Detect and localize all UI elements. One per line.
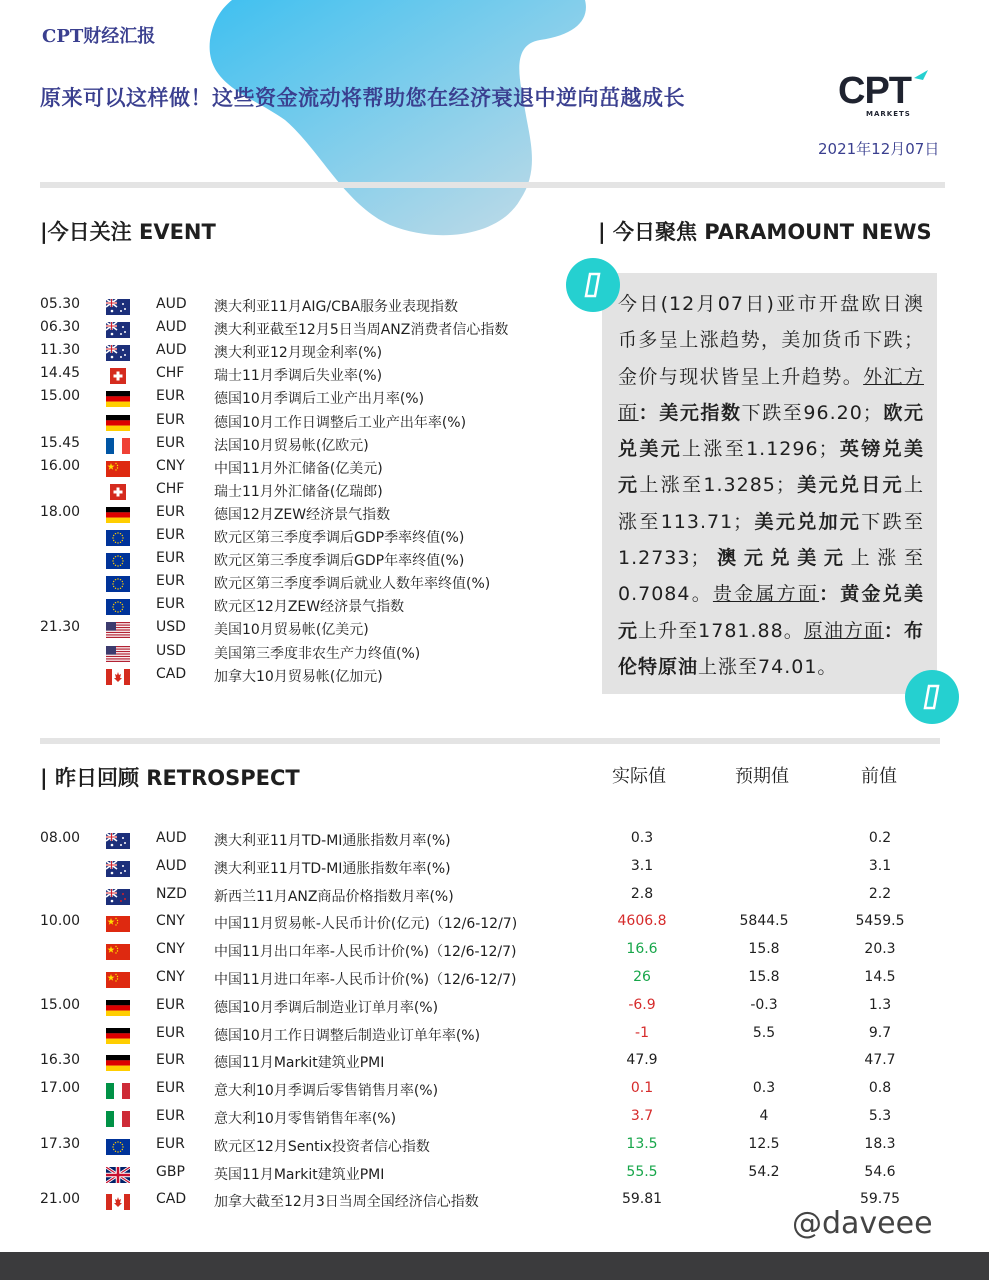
event-description: 德国10月工作日调整后工业产出年率(%) bbox=[214, 414, 467, 431]
eu-flag-icon bbox=[106, 553, 130, 569]
retro-row bbox=[0, 1052, 989, 1075]
germany-flag-icon bbox=[106, 415, 130, 431]
retro-description: 澳大利亚11月TD-MI通胀指数月率(%) bbox=[214, 833, 451, 849]
canada-flag-icon bbox=[106, 1194, 130, 1210]
canada-flag-icon bbox=[106, 669, 130, 685]
eu-flag-icon bbox=[106, 1139, 130, 1155]
event-time: 11.30 bbox=[40, 342, 81, 359]
cpt-logo bbox=[838, 72, 911, 118]
retro-actual: 55.5 bbox=[626, 1163, 658, 1180]
retro-description: 德国10月季调后制造业订单月率(%) bbox=[214, 999, 439, 1016]
retro-actual: 13.5 bbox=[626, 1135, 658, 1152]
headline: 原来可以这样做！这些资金流动将帮助您在经济衰退中逆向茁越成长 bbox=[40, 86, 685, 110]
event-currency: CHF bbox=[156, 365, 185, 382]
event-description: 欧元区12月ZEW经济景气指数 bbox=[214, 599, 405, 616]
retro-actual: 26 bbox=[633, 969, 651, 985]
retro-previous: 5459.5 bbox=[855, 913, 905, 930]
germany-flag-icon bbox=[106, 1055, 130, 1071]
event-time: 18.00 bbox=[40, 503, 81, 520]
eu-flag-icon bbox=[106, 599, 130, 615]
retro-previous: 0.8 bbox=[868, 1080, 892, 1097]
retro-description: 英国11月Markit建筑业PMI bbox=[214, 1166, 385, 1183]
retro-row bbox=[0, 886, 989, 909]
retro-time: 17.30 bbox=[40, 1135, 81, 1152]
uk-flag-icon bbox=[106, 1167, 130, 1183]
retro-currency: EUR bbox=[156, 1024, 185, 1041]
news-xauusd: 黄金兑美元 bbox=[618, 583, 924, 642]
retro-previous: 0.2 bbox=[868, 830, 892, 846]
news-link-oil[interactable]: 原油方面 bbox=[803, 619, 884, 642]
event-description: 澳大利亚12月现金利率(%) bbox=[214, 345, 383, 362]
china-flag-icon bbox=[106, 944, 130, 960]
china-flag-icon bbox=[106, 916, 130, 932]
retro-currency: EUR bbox=[156, 1135, 185, 1152]
retro-row bbox=[0, 1164, 989, 1187]
event-currency: EUR bbox=[156, 388, 185, 405]
news-brent: 布伦特原油 bbox=[618, 619, 924, 678]
event-time: 21.30 bbox=[40, 619, 81, 636]
report-date: 2021年12月07日 bbox=[818, 140, 940, 158]
event-section-title: |今日关注 EVENT bbox=[40, 220, 216, 244]
retro-description: 欧元区12月Sentix投资者信心指数 bbox=[214, 1138, 430, 1155]
france-flag-icon bbox=[106, 438, 130, 454]
retro-actual: 3.7 bbox=[630, 1108, 654, 1124]
event-description: 瑞士11月季调后失业率(%) bbox=[214, 368, 383, 385]
retro-description: 澳大利亚11月TD-MI通胀指数年率(%) bbox=[214, 860, 451, 877]
retro-previous: 54.6 bbox=[864, 1163, 896, 1180]
retro-actual: 0.1 bbox=[630, 1080, 654, 1097]
event-currency: EUR bbox=[156, 434, 185, 451]
italy-flag-icon bbox=[106, 1111, 130, 1127]
news-body: 今日(12月07日)亚市开盘欧日澳币多呈上涨趋势，美加货币下跌；金价与现状皆呈上升趋势。外汇方面：美元指数下跌至96.20；欧元兑美元上涨至1.1296；英镑兑美元上涨至1.3285；美元兑日元上涨至113.71；美元兑加元下跌至1.2733；澳元兑美元上涨至0.7084。贵金属方面：黄金兑美元上升至1781.88。原油方面：布伦特原油上涨至74.01。 bbox=[618, 293, 924, 678]
germany-flag-icon bbox=[106, 507, 130, 523]
retro-row bbox=[0, 997, 989, 1020]
event-description: 澳大利亚截至12月5日当周ANZ消费者信心指数 bbox=[214, 322, 509, 339]
event-currency: AUD bbox=[156, 342, 187, 359]
logo-sub: MARKETS bbox=[866, 110, 911, 118]
quote-close-icon bbox=[905, 670, 959, 724]
retro-time: 10.00 bbox=[40, 913, 81, 930]
event-currency: CHF bbox=[156, 480, 185, 497]
retro-row bbox=[0, 1025, 989, 1048]
australia-flag-icon bbox=[106, 861, 130, 877]
germany-flag-icon bbox=[106, 1000, 130, 1016]
eu-flag-icon bbox=[106, 530, 130, 546]
retro-actual: 2.8 bbox=[630, 885, 654, 902]
retro-forecast: 0.3 bbox=[752, 1080, 776, 1097]
event-currency: EUR bbox=[156, 596, 185, 613]
italy-flag-icon bbox=[106, 1083, 130, 1099]
retro-currency: GBP bbox=[156, 1163, 185, 1180]
event-description: 澳大利亚11月AIG/CBA服务业表现指数 bbox=[214, 299, 459, 315]
retro-description: 中国11月进口年率-人民币计价(%)（12/6-12/7) bbox=[214, 972, 517, 988]
usa-flag-icon bbox=[106, 646, 130, 662]
retro-currency: CNY bbox=[156, 913, 185, 930]
event-description: 欧元区第三季度季调后GDP季率终值(%) bbox=[214, 530, 465, 546]
event-description: 中国11月外汇储备(亿美元) bbox=[214, 460, 383, 477]
quote-open-icon bbox=[566, 258, 620, 312]
retro-section-title: | 昨日回顾 RETROSPECT bbox=[40, 766, 300, 790]
retro-actual: -1 bbox=[635, 1024, 649, 1041]
event-currency: AUD bbox=[156, 319, 187, 336]
retro-currency: CNY bbox=[156, 969, 185, 985]
retro-time: 17.00 bbox=[40, 1080, 81, 1097]
event-currency: EUR bbox=[156, 503, 185, 520]
news-link-metals[interactable]: 贵金属方面 bbox=[712, 583, 820, 606]
retro-forecast: 15.8 bbox=[748, 941, 780, 958]
retro-currency: CNY bbox=[156, 941, 185, 958]
event-description: 欧元区第三季度季调后就业人数年率终值(%) bbox=[214, 576, 491, 593]
retro-currency: CAD bbox=[156, 1191, 187, 1208]
germany-flag-icon bbox=[106, 1028, 130, 1044]
retro-row bbox=[0, 858, 989, 881]
usa-flag-icon bbox=[106, 622, 130, 638]
retro-row bbox=[0, 1108, 989, 1131]
retro-previous: 1.3 bbox=[868, 996, 892, 1013]
retro-row bbox=[0, 969, 989, 992]
retro-description: 中国11月贸易帐-人民币计价(亿元)（12/6-12/7) bbox=[214, 916, 518, 933]
news-link-forex[interactable]: 外汇方面 bbox=[618, 365, 924, 424]
retro-actual: 47.9 bbox=[626, 1052, 658, 1069]
retro-row bbox=[0, 1080, 989, 1103]
retro-forecast: 54.2 bbox=[748, 1163, 780, 1180]
retro-description: 中国11月出口年率-人民币计价(%)（12/6-12/7) bbox=[214, 944, 517, 961]
retro-forecast: 4 bbox=[759, 1108, 769, 1124]
event-time: 15.00 bbox=[40, 388, 81, 405]
retro-description: 意大利10月零售销售年率(%) bbox=[214, 1111, 397, 1127]
news-gbpusd: 英镑兑美元 bbox=[618, 438, 924, 497]
event-currency: USD bbox=[156, 619, 186, 636]
retro-previous: 5.3 bbox=[868, 1108, 892, 1124]
retro-previous: 14.5 bbox=[864, 969, 896, 985]
event-description: 欧元区第三季度季调后GDP年率终值(%) bbox=[214, 553, 465, 570]
retro-row bbox=[0, 913, 989, 936]
retro-currency: NZD bbox=[156, 885, 187, 902]
event-currency: CNY bbox=[156, 457, 185, 474]
retro-currency: EUR bbox=[156, 1108, 185, 1124]
event-time: 14.45 bbox=[40, 365, 81, 382]
retro-currency: AUD bbox=[156, 830, 187, 846]
col-forecast-header: 预期值 bbox=[735, 766, 789, 787]
event-description: 法国10月贸易帐(亿欧元) bbox=[214, 437, 369, 454]
retro-previous: 2.2 bbox=[868, 885, 892, 902]
event-currency: EUR bbox=[156, 573, 185, 590]
divider-middle bbox=[40, 738, 940, 744]
news-audusd: 澳元兑美元 bbox=[710, 547, 851, 570]
retro-time: 21.00 bbox=[40, 1191, 81, 1208]
retro-currency: AUD bbox=[156, 857, 187, 874]
news-intro: 今日(12月07日)亚市开盘欧日澳币多呈上涨趋势，美加货币下跌；金价与现状皆呈上升趋势。 bbox=[618, 293, 924, 388]
brand-name: CPT财经汇报 bbox=[42, 26, 156, 47]
event-currency: EUR bbox=[156, 550, 185, 567]
retro-forecast: 15.8 bbox=[748, 969, 780, 985]
event-currency: EUR bbox=[156, 411, 185, 428]
eu-flag-icon bbox=[106, 576, 130, 592]
retro-time: 16.30 bbox=[40, 1052, 81, 1069]
retro-time: 15.00 bbox=[40, 996, 81, 1013]
col-previous-header: 前值 bbox=[861, 766, 897, 787]
event-description: 加拿大10月贸易帐(亿加元) bbox=[214, 668, 383, 685]
retro-forecast: -0.3 bbox=[750, 996, 778, 1013]
retro-previous: 47.7 bbox=[864, 1052, 896, 1069]
retro-description: 意大利10月季调后零售销售月率(%) bbox=[214, 1083, 439, 1100]
event-description: 美国第三季度非农生产力终值(%) bbox=[214, 645, 421, 662]
news-usdjpy: 美元兑日元 bbox=[795, 474, 904, 497]
retro-currency: EUR bbox=[156, 1080, 185, 1097]
retro-actual: 16.6 bbox=[626, 941, 658, 958]
retro-time: 08.00 bbox=[40, 830, 81, 846]
news-usdcad: 美元兑加元 bbox=[753, 510, 862, 533]
new-zealand-flag-icon bbox=[106, 889, 130, 905]
retro-row bbox=[0, 830, 989, 853]
china-flag-icon bbox=[106, 461, 130, 477]
event-description: 瑞士11月外汇储备(亿瑞郎) bbox=[214, 483, 383, 500]
retro-actual: 3.1 bbox=[630, 857, 654, 874]
retro-forecast: 12.5 bbox=[748, 1135, 780, 1152]
logo-tick-icon bbox=[914, 70, 928, 80]
news-usd-index: 美元指数 bbox=[659, 401, 742, 424]
retro-row bbox=[0, 1136, 989, 1159]
event-time: 05.30 bbox=[40, 296, 81, 312]
retro-actual: -6.9 bbox=[628, 996, 656, 1013]
retro-description: 新西兰11月ANZ商品价格指数月率(%) bbox=[214, 888, 454, 905]
event-time: 06.30 bbox=[40, 319, 81, 336]
retro-description: 德国11月Markit建筑业PMI bbox=[214, 1055, 385, 1072]
retro-currency: EUR bbox=[156, 1052, 185, 1069]
event-currency: CAD bbox=[156, 665, 187, 682]
logo-main: CPT bbox=[838, 70, 911, 112]
retro-description: 德国10月工作日调整后制造业订单年率(%) bbox=[214, 1027, 481, 1044]
china-flag-icon bbox=[106, 972, 130, 988]
divider-top bbox=[40, 182, 945, 188]
retro-previous: 20.3 bbox=[864, 941, 896, 958]
retro-forecast: 5.5 bbox=[752, 1024, 776, 1041]
australia-flag-icon bbox=[106, 322, 130, 338]
event-currency: AUD bbox=[156, 296, 187, 312]
retro-previous: 9.7 bbox=[868, 1024, 892, 1041]
australia-flag-icon bbox=[106, 833, 130, 849]
event-currency: EUR bbox=[156, 527, 185, 543]
switzerland-flag-icon bbox=[106, 368, 130, 384]
retro-actual: 0.3 bbox=[630, 830, 654, 846]
retro-row bbox=[0, 941, 989, 964]
event-description: 德国12月ZEW经济景气指数 bbox=[214, 506, 391, 523]
retro-forecast: 5844.5 bbox=[739, 913, 789, 930]
retro-currency: EUR bbox=[156, 996, 185, 1013]
retro-actual: 59.81 bbox=[621, 1191, 663, 1208]
event-description: 德国10月季调后工业产出月率(%) bbox=[214, 391, 425, 408]
australia-flag-icon bbox=[106, 299, 130, 315]
retro-previous: 59.75 bbox=[859, 1191, 901, 1208]
australia-flag-icon bbox=[106, 345, 130, 361]
watermark: @daveee bbox=[792, 1206, 933, 1241]
germany-flag-icon bbox=[106, 391, 130, 407]
news-eurusd: 欧元兑美元 bbox=[618, 401, 924, 461]
news-section-title: | 今日聚焦 PARAMOUNT NEWS bbox=[598, 220, 932, 244]
retro-description: 加拿大截至12月3日当周全国经济信心指数 bbox=[214, 1194, 479, 1211]
event-time: 16.00 bbox=[40, 457, 81, 474]
retro-previous: 3.1 bbox=[868, 857, 892, 874]
retro-previous: 18.3 bbox=[864, 1135, 896, 1152]
footer-bar bbox=[0, 1252, 989, 1280]
retro-actual: 4606.8 bbox=[617, 913, 667, 930]
event-description: 美国10月贸易帐(亿美元) bbox=[214, 622, 369, 639]
event-time: 15.45 bbox=[40, 434, 81, 451]
event-currency: USD bbox=[156, 642, 186, 659]
switzerland-flag-icon bbox=[106, 484, 130, 500]
col-actual-header: 实际值 bbox=[612, 766, 666, 787]
